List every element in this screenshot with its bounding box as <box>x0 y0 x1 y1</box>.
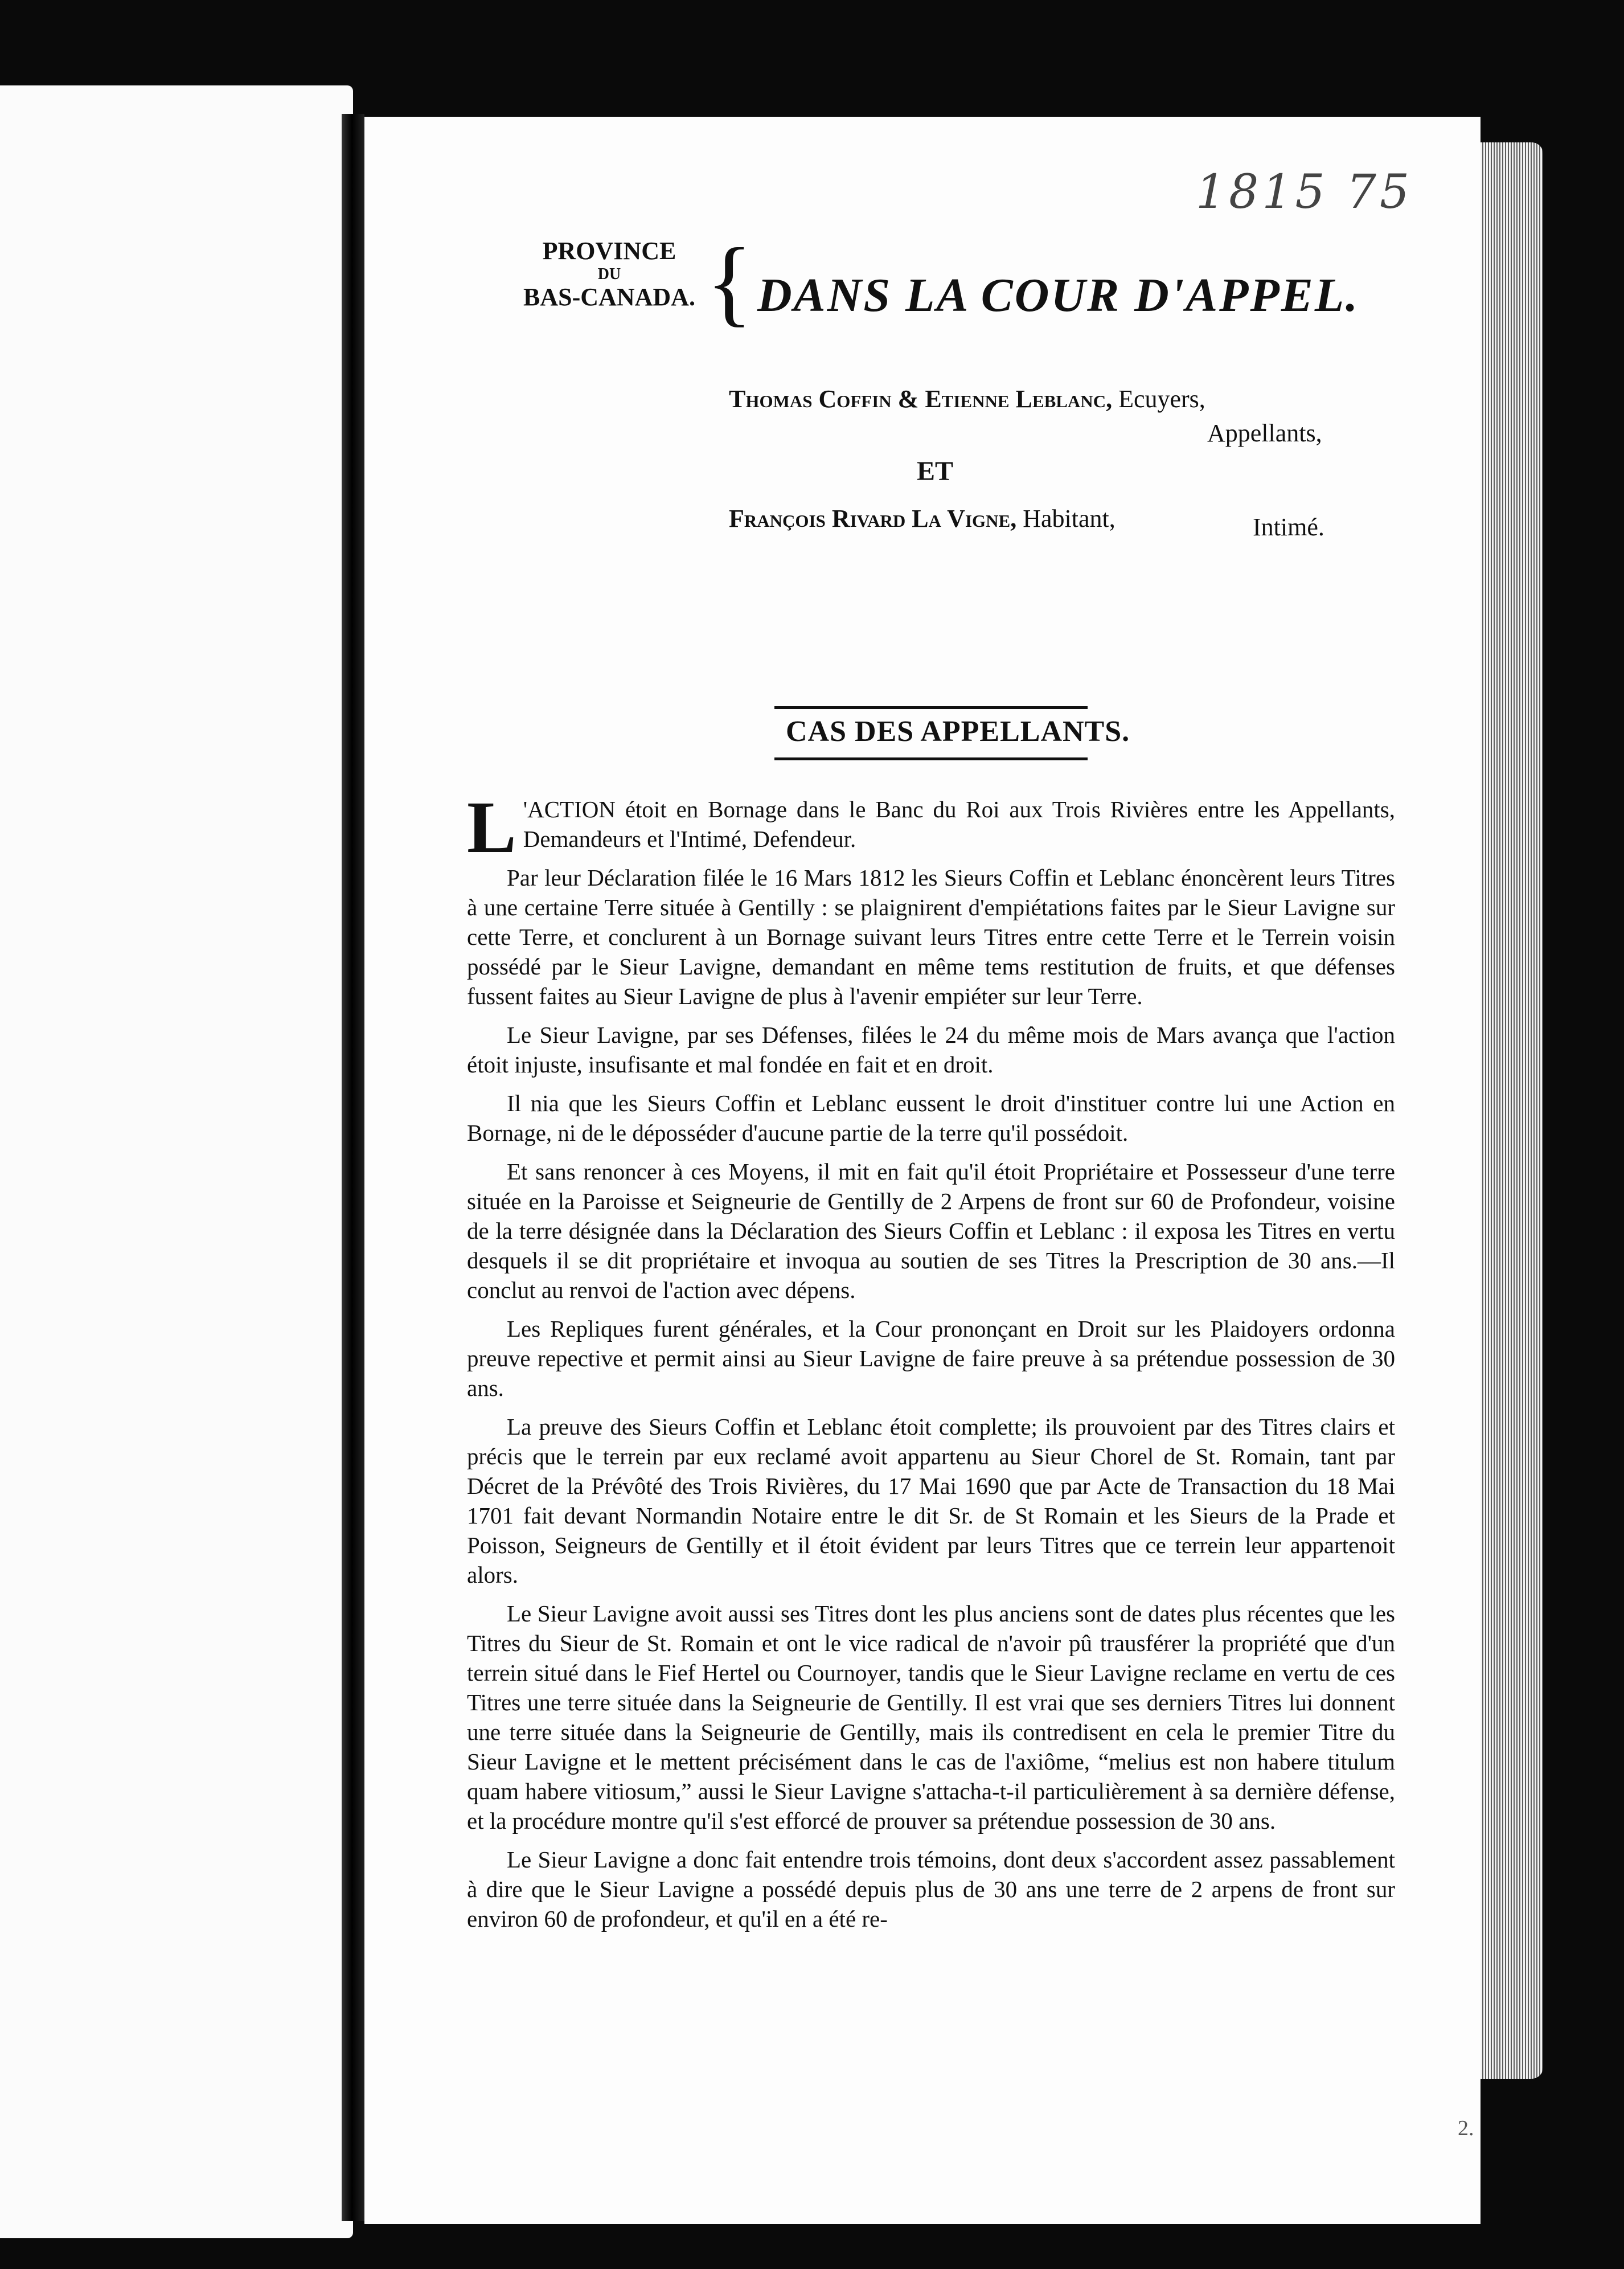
province-line2: DU <box>597 265 621 283</box>
drop-cap: L <box>467 787 516 869</box>
province-line1: PROVINCE <box>542 237 676 265</box>
facing-blank-page <box>0 85 353 2238</box>
paragraph-4: Il nia que les Sieurs Coffin et Leblanc eussent le droit d'instituer contre lui une Action en Bornage, ni de le déposséder d'aucune partie de la terre qu'il possédoit. <box>467 1090 1395 1146</box>
appellants-conjunction: & <box>897 385 919 413</box>
appellant-name-1: Thomas Coffin <box>729 385 892 413</box>
court-title: DANS LA COUR D'APPEL. <box>757 269 1360 322</box>
paragraph-6: Les Repliques furent générales, et la Cour prononçant en Droit sur les Plaidoyers ordonna preuve repective et permit ainsi au Sieur Lavigne de faire preuve à sa prétendue possession de 30 ans. <box>467 1316 1395 1401</box>
brace-glyph: { <box>706 228 753 335</box>
paragraph-7: La preuve des Sieurs Coffin et Leblanc étoit complette; ils prouvoient par des Titres clairs et précis que le terrein par eux reclamé avoit appartenu au Sieur Chorel de St. Romain, tant par Décret de la Prévôté des Trois Rivières, du 17 Mai 1690 que par Acte de Transaction du 18 Mai 1701 fait devant Normandin Notaire entre le dit Sr. de St Romain et les Sieurs de la Prade et Poisson, Seigneurs de Gentilly et il étoit évident par leurs Titres que ce terrein leur appartenoit alors. <box>467 1414 1395 1588</box>
province-line3: BAS-CANADA. <box>523 282 695 311</box>
respondent-line <box>729 504 1116 533</box>
respondent-name: François Rivard La Vigne, <box>729 505 1017 533</box>
appellants-role: Appellants, <box>1207 419 1322 447</box>
handwritten-note: 1815 75 <box>1196 165 1413 219</box>
body-text <box>467 787 1395 1943</box>
book-binding <box>342 114 364 2221</box>
paragraph-2: Par leur Déclaration filée le 16 Mars 1812 les Sieurs Coffin et Leblanc énoncèrent leurs Titres à une certaine Terre située à Gentilly : se plaignirent d'empiétations faites par le Sieur Lavigne sur cette Terre, et conclurent à un Bornage suivant leurs Titres entre cette Terre et le Terrein voisin possédé par le Sieur Lavigne, demandant en même tems restitution de fruits, et que défenses fussent faites au Sieur Lavigne de plus à l'avenir empiéter sur leur Terre. <box>467 865 1395 1009</box>
appellants-title: Ecuyers, <box>1118 385 1205 413</box>
case-title: CAS DES APPELLANTS. <box>786 715 1130 748</box>
paragraph-3: Le Sieur Lavigne, par ses Défenses, filées le 24 du même mois de Mars avança que l'action étoit injuste, insufisante et mal fondée en fait et en droit. <box>467 1022 1395 1078</box>
title-rule-bottom <box>774 757 1088 760</box>
appellant-name-2: Etienne Leblanc, <box>925 385 1113 413</box>
corner-mark: 2. <box>1458 2116 1474 2140</box>
paragraph-1 <box>467 787 1395 869</box>
paragraph-8: Le Sieur Lavigne avoit aussi ses Titres dont les plus anciens sont de dates plus récentes que les Titres du Sieur de St. Romain et ont le vice radical de n'avoir pû trausférer la propriété que d'un terrein situé dans le Fief Hertel ou Cournoyer, tandis que le Sieur Lavigne reclame en vertu de ces Titres une terre située dans la Seigneurie de Gentilly. Il est vrai que ses derniers Titres lui donnent une terre située dans la Seigneurie de Gentilly, mais ils contredisent en cela le premier Titre du Sieur Lavigne et le mettent précisément dans le cas de l'axiôme, “melius est non habere titulum quam habere vitiosum,” aussi le Sieur Lavigne s'attacha-t-il particulièrement à sa dernière défense, et la procédure montre qu'il s'est efforcé de prouver sa prétendue possession de 30 ans. <box>467 1600 1395 1834</box>
respondent-role: Intimé. <box>1253 513 1324 541</box>
et-label: ET <box>917 456 954 486</box>
paragraph-text: 'ACTION étoit en Bornage dans le Banc du Roi aux Trois Rivières entre les Appellants, Demandeurs et l'Intimé, Defendeur. <box>523 796 1395 852</box>
appellants-line <box>729 384 1205 413</box>
paragraph-5: Et sans renoncer à ces Moyens, il mit en fait qu'il étoit Propriétaire et Possesseur d'une terre située en la Paroisse et Seigneurie de Gentilly de 2 Arpens de front sur 60 de Profondeur, voisine de la terre désignée dans la Déclaration des Sieurs Coffin et Leblanc : il exposa les Titres en vertu desquels il se dit propriétaire et invoqua au soutien de ses Titres la Prescription de 30 ans.—Il conclut au renvoi de l'action avec dépens. <box>467 1158 1395 1303</box>
paragraph-9: Le Sieur Lavigne a donc fait entendre trois témoins, dont deux s'accordent assez passablement à dire que le Sieur Lavigne a possédé depuis plus de 30 ans une terre de 2 arpens de front sur environ 60 de profondeur, et qu'il en a été re- <box>467 1846 1395 1932</box>
document-page <box>364 117 1481 2224</box>
province-label <box>518 236 700 313</box>
respondent-title: Habitant, <box>1023 505 1116 533</box>
title-rule-top <box>774 706 1088 709</box>
